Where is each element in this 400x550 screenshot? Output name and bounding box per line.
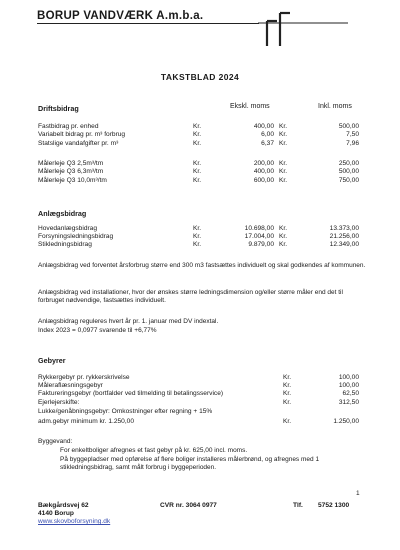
footer-website-link[interactable]: www.skovboforsyning.dk (38, 518, 111, 525)
drift-row-value-ex-vat: 600,00 (253, 177, 274, 184)
gebyr-row-value: 100,00 (338, 374, 359, 381)
drift-row-value-incl-vat: 7,50 (346, 131, 359, 138)
drift-row-currency: Kr. (193, 131, 202, 138)
anlaeg-row-label: Forsyningsledningsbidrag (38, 233, 114, 240)
paragraph-anlaeg-1: Anlægsbidrag ved forventet årsforbrug større end 300 m3 fastsættes individuelt og skal godkendes af kommunen. (38, 262, 366, 269)
anlaeg-row-currency: Kr. (279, 233, 288, 240)
document-title: TAKSTBLAD 2024 (160, 72, 240, 82)
gebyr-row-value: 100,00 (338, 382, 359, 389)
anlaegsbidrag-heading: Anlægsbidrag (38, 209, 87, 218)
gebyr-row-currency: Kr. (283, 399, 292, 406)
drift-row-value-ex-vat: 400,00 (253, 168, 274, 175)
col-header-ex-vat: Ekskl. moms (230, 103, 270, 110)
drift-row-value-incl-vat: 250,00 (338, 160, 359, 167)
byggevand-text-1: For enkeltboliger afregnes et fast gebyr på kr. 625,00 incl. moms. (60, 447, 248, 454)
header-rule (37, 23, 259, 24)
anlaeg-row-value-incl-vat: 21.256,00 (329, 233, 359, 240)
col-header-incl-vat: Inkl. moms (318, 103, 352, 110)
gebyr-row-label: adm.gebyr minimum kr. 1.250,00 (38, 418, 135, 425)
anlaeg-row-value-incl-vat: 12.349,00 (329, 241, 359, 248)
drift-row-currency: Kr. (279, 140, 288, 147)
paragraph-anlaeg-2: Anlægsbidrag ved installationer, hvor der ønskes større ledningsdimension og/eller større måler end det til forbruget nødvendige, fastsættes individuelt. (38, 289, 343, 305)
gebyr-row-label: Måleraflæsningsgebyr (38, 382, 103, 389)
page-number: 1 (356, 490, 360, 497)
drift-row-value-ex-vat: 6,37 (261, 140, 274, 147)
anlaeg-row-value-ex-vat: 10.698,00 (244, 225, 274, 232)
drift-row-currency: Kr. (279, 123, 288, 130)
drift-row-value-incl-vat: 500,00 (338, 123, 359, 130)
anlaeg-row-value-ex-vat: 17.004,00 (244, 233, 274, 240)
gebyr-row-value: 312,50 (338, 399, 359, 406)
anlaeg-row-currency: Kr. (193, 233, 202, 240)
footer-phone: 5752 1300 (318, 502, 350, 509)
footer-cvr: CVR nr. 3064 0977 (160, 502, 217, 509)
drift-row-label: Fastbidrag pr. enhed (38, 123, 99, 130)
anlaeg-row-currency: Kr. (279, 225, 288, 232)
drift-row-value-ex-vat: 6,00 (261, 131, 274, 138)
paragraph-anlaeg-3b: Index 2023 = 0,0977 svarende til +6,77% (38, 327, 157, 334)
drift-row-value-incl-vat: 7,96 (346, 140, 359, 147)
anlaeg-row-label: Hovedanlægsbidrag (38, 225, 98, 232)
gebyr-row-currency: Kr. (283, 418, 292, 425)
gebyr-row-currency: Kr. (283, 382, 292, 389)
gebyr-row-currency: Kr. (283, 374, 292, 381)
drift-row-currency: Kr. (279, 168, 288, 175)
drift-row-currency: Kr. (193, 177, 202, 184)
gebyr-row-label: Rykkergebyr pr. rykkerskrivelse (38, 374, 130, 381)
drift-row-value-incl-vat: 750,00 (338, 177, 359, 184)
water-tower-logo-icon (258, 8, 348, 48)
drift-row-currency: Kr. (193, 140, 202, 147)
drift-row-currency: Kr. (279, 177, 288, 184)
gebyr-row-label: Lukke/genåbningsgebyr: Omkostninger efter regning + 15% (38, 408, 213, 415)
drift-row-currency: Kr. (279, 160, 288, 167)
byggevand-text-2: På byggepladser med opførelse af flere boliger installeres målerbrønd, og afregnes med 1 stikledningsbidrag, samt målt forbrug i byggeperioden. (60, 456, 320, 472)
drift-row-label: Målerleje Q3 2,5m³/tm (38, 160, 104, 167)
drift-row-value-ex-vat: 200,00 (253, 160, 274, 167)
anlaeg-row-value-ex-vat: 9.879,00 (248, 241, 274, 248)
gebyr-row-value: 62,50 (342, 390, 359, 397)
footer-address: Bækgårdsvej 62 (38, 502, 89, 509)
drift-row-currency: Kr. (193, 168, 202, 175)
anlaeg-row-currency: Kr. (193, 241, 202, 248)
footer-phone-label: Tlf. (293, 502, 303, 509)
anlaeg-row-value-incl-vat: 13.373,00 (329, 225, 359, 232)
gebyr-row-value: 1.250,00 (333, 418, 359, 425)
anlaeg-row-currency: Kr. (193, 225, 202, 232)
drift-row-label: Statslige vandafgifter pr. m³ (38, 140, 119, 147)
drift-row-currency: Kr. (193, 160, 202, 167)
company-name: BORUP VANDVÆRK A.m.b.a. (37, 10, 204, 22)
driftsbidrag-heading: Driftsbidrag (38, 104, 79, 113)
paragraph-anlaeg-3a: Anlægsbidrag reguleres hvert år pr. 1. januar med DV indextal. (38, 318, 219, 325)
byggevand-title: Byggevand: (38, 438, 73, 445)
drift-row-label: Målerleje Q3 6,3m³/tm (38, 168, 104, 175)
gebyr-row-currency: Kr. (283, 390, 292, 397)
anlaeg-row-currency: Kr. (279, 241, 288, 248)
anlaeg-row-label: Stikledningsbidrag (38, 241, 92, 248)
drift-row-label: Variabelt bidrag pr. m³ forbrug (38, 131, 126, 138)
drift-row-label: Målerleje Q3 10,0m³/tm (38, 177, 107, 184)
gebyr-row-label: Faktureringsgebyr (bortfalder ved tilmelding til betalingsservice) (38, 390, 224, 397)
footer-city: 4140 Borup (38, 510, 74, 517)
gebyr-row-label: Ejerlejerskifte: (38, 399, 80, 406)
gebyrer-heading: Gebyrer (38, 356, 66, 365)
drift-row-value-ex-vat: 400,00 (253, 123, 274, 130)
drift-row-currency: Kr. (193, 123, 202, 130)
drift-row-currency: Kr. (279, 131, 288, 138)
drift-row-value-incl-vat: 500,00 (338, 168, 359, 175)
